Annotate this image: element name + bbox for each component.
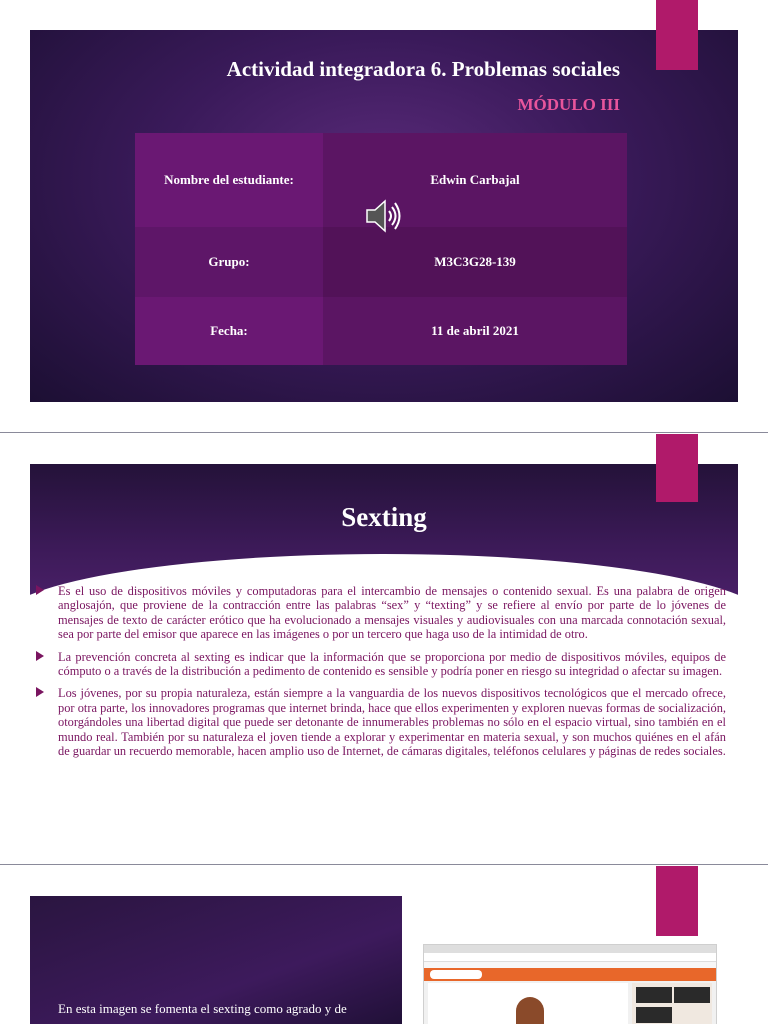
table-row	[135, 227, 627, 297]
sidebar-thumbnail	[636, 987, 672, 1003]
table-row	[135, 297, 627, 365]
value-cell: 11 de abril 2021	[323, 297, 627, 365]
label-cell: Grupo:	[135, 227, 323, 297]
speaker-icon[interactable]	[364, 196, 404, 236]
accent-bar	[656, 0, 698, 70]
bullet-text: Los jóvenes, por su propia naturaleza, están siempre a la vanguardia de los nuevos dispositivos tecnológicos que el mercado ofrece, por otra parte, los innovadores programas que internet brinda, hace que ellos experimenten y exploren nuevas formas de socialización, otorgándoles una libertad digital que puede ser detonante de innumerables problemas no sólo en el espacio virtual, sino también en el mundo real. También por su naturaleza el joven tiende a explorar y experimentar en materia sexual, y son muchos quiénes en el afán de guardar un recuerdo memorable, hacen amplio uso de Internet, de cámaras digitales, teléfonos celulares y páginas de redes sociales.	[58, 686, 726, 759]
slide-1	[0, 0, 768, 432]
slide-text: En esta imagen se fomenta el sexting como agrado y de	[58, 1001, 347, 1016]
bullet-arrow-icon	[36, 651, 44, 661]
value-cell: Edwin Carbajal	[323, 133, 627, 227]
slide-title: Actividad integradora 6. Problemas sociales	[226, 57, 620, 81]
value-cell: M3C3G28-139	[323, 227, 627, 297]
browser-address-bar	[424, 953, 716, 962]
slide-divider	[0, 432, 768, 433]
website-screenshot	[423, 944, 717, 1024]
sidebar-thumbnail	[674, 987, 710, 1003]
slide-divider	[0, 864, 768, 865]
label-cell: Nombre del estudiante:	[135, 133, 323, 227]
label-cell: Fecha:	[135, 297, 323, 365]
accent-bar	[656, 866, 698, 936]
list-item	[36, 650, 726, 679]
bullet-text: Es el uso de dispositivos móviles y computadoras para el intercambio de mensajes o contenido sexual. Es una palabra de origen anglosajón, que proviene de la contracción entre las palabras “sex” y “texting” y se refiere al envío por parte de lo jóvenes de mensajes de texto de carácter erótico que ha evolucionado a mensajes visuales y audiovisuales con una marcada connotación sexual, sea por parte del emisor que aparece en las imágenes o por un tercero que haga uso de la intimidad de otro.	[58, 584, 726, 642]
list-item	[36, 686, 726, 758]
slide-2	[0, 434, 768, 864]
list-item	[36, 584, 726, 642]
site-logo	[430, 970, 482, 979]
bullet-arrow-icon	[36, 585, 44, 595]
slide-heading: Sexting	[341, 502, 427, 532]
bullet-list	[36, 584, 726, 766]
bullet-arrow-icon	[36, 687, 44, 697]
accent-bar	[656, 434, 698, 502]
site-sidebar	[632, 983, 712, 1024]
bullet-text: La prevención concreta al sexting es indicar que la información que se proporciona por medio de dispositivos móviles, equipos de cómputo o a través de la distribución a pedimento de contenido es sensible y podría poner en riesgo su integridad o afectar su imagen.	[58, 649, 726, 679]
module-label: MÓDULO III	[517, 95, 620, 114]
sidebar-thumbnail	[636, 1007, 672, 1023]
student-info-table	[135, 133, 627, 365]
slide-3	[0, 866, 768, 1024]
browser-tabs	[424, 945, 716, 953]
illustration-figure	[516, 997, 544, 1024]
